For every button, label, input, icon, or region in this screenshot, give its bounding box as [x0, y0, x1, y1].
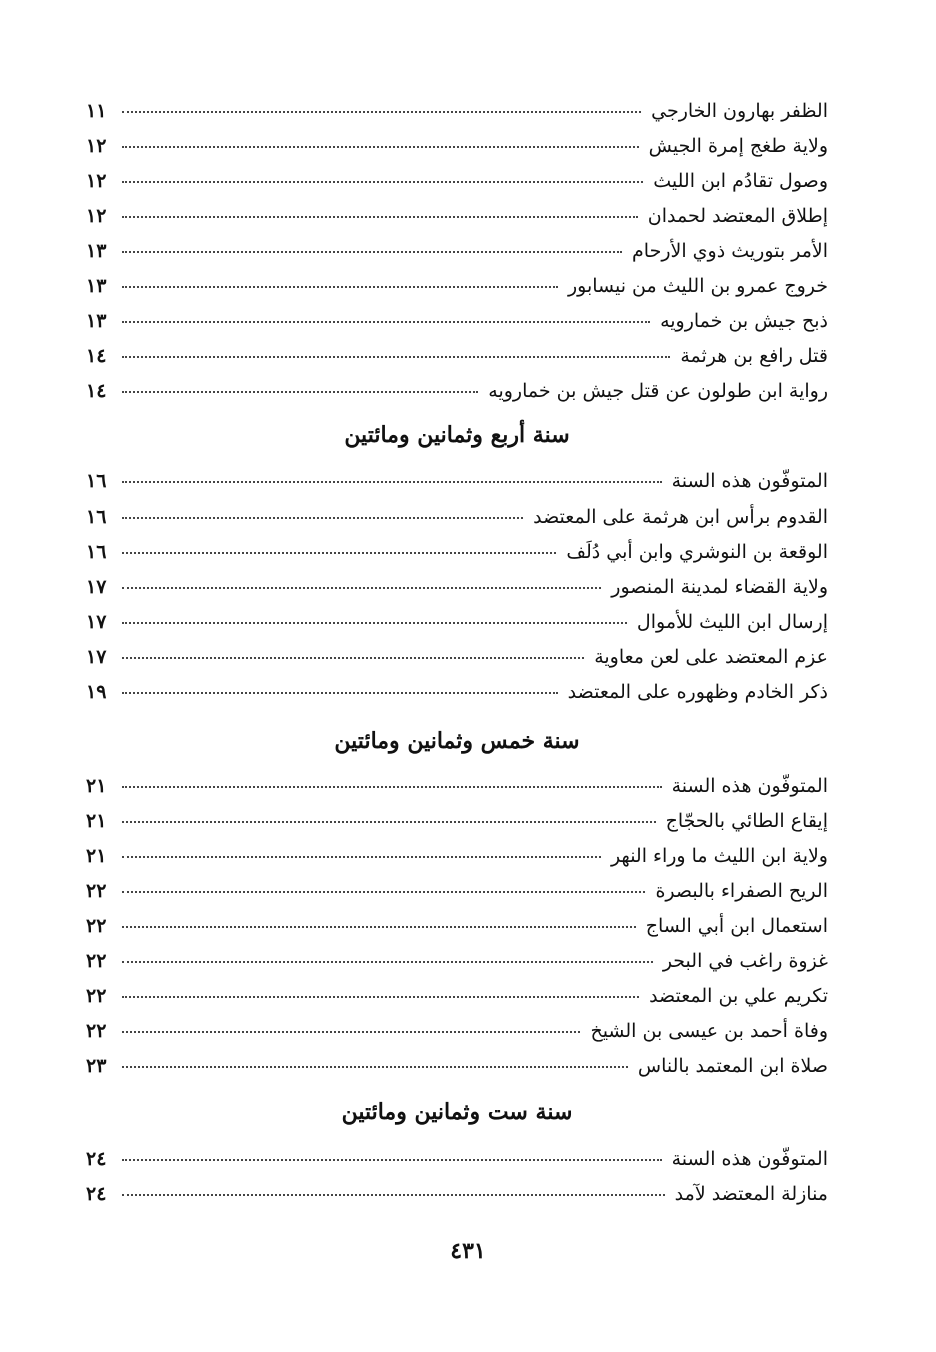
dot-leader: [122, 1066, 628, 1068]
entry-title: غزوة راغب في البحر: [662, 950, 828, 972]
section-heading: سنة ست وثمانين ومائتين: [341, 1099, 573, 1125]
dot-leader: [122, 251, 622, 253]
dot-leader: [122, 961, 653, 963]
entry-title: خروج عمرو بن الليث من نيسابور: [567, 275, 828, 297]
entry-page: ١٣: [86, 240, 107, 262]
entry-title: تكريم علي بن المعتضد: [649, 985, 828, 1007]
dot-leader: [122, 622, 627, 624]
dot-leader: [122, 111, 641, 113]
dot-leader: [122, 1031, 580, 1033]
toc-entry: [86, 973, 828, 1007]
entry-title: الريح الصفراء بالبصرة: [655, 880, 828, 902]
entry-title: رواية ابن طولون عن قتل جيش بن خمارويه: [488, 380, 828, 402]
toc-entry: [86, 158, 828, 192]
entry-page: ١٢: [86, 135, 107, 157]
entry-page: ٢١: [86, 775, 107, 797]
entry-page: ١٩: [86, 681, 107, 703]
toc-entry: [86, 903, 828, 937]
entry-title: ولاية طغج إمرة الجيش: [648, 135, 828, 157]
dot-leader: [122, 146, 639, 148]
dot-leader: [122, 587, 601, 589]
entry-page: ٢٢: [86, 1020, 107, 1042]
entry-title: ولاية القضاء لمدينة المنصور: [611, 576, 828, 598]
entry-page: ١٦: [86, 541, 107, 563]
dot-leader: [122, 481, 662, 483]
entry-title: المتوفّون هذه السنة: [671, 775, 828, 797]
entry-page: ١٢: [86, 205, 107, 227]
dot-leader: [122, 996, 639, 998]
entry-title: إرسال ابن الليث للأموال: [636, 611, 828, 633]
toc-entry: [86, 1043, 828, 1077]
toc-entry: [86, 123, 828, 157]
toc-entry: [86, 634, 828, 668]
entry-page: ١٤: [86, 380, 107, 402]
toc-entry: [86, 564, 828, 598]
entry-page: ٢٤: [86, 1183, 107, 1205]
dot-leader: [122, 517, 523, 519]
toc-entry: [86, 458, 828, 492]
entry-title: وفاة أحمد بن عيسى بن الشيخ: [590, 1020, 828, 1042]
entry-title: إطلاق المعتضد لحمدان: [647, 205, 828, 227]
entry-page: ٢١: [86, 810, 107, 832]
entry-title: الوقعة بن النوشري وابن أبي دُلَف: [566, 541, 828, 563]
entry-title: صلاة ابن المعتمد بالناس: [637, 1055, 828, 1077]
entry-page: ٢٢: [86, 880, 107, 902]
entry-title: الظفر بهارون الخارجي: [651, 100, 828, 122]
toc-entry: [86, 494, 828, 528]
entry-page: ١٣: [86, 310, 107, 332]
dot-leader: [122, 657, 584, 659]
page-number: ٤٣١: [450, 1238, 486, 1264]
dot-leader: [122, 891, 645, 893]
toc-entry: [86, 228, 828, 262]
entry-title: الأمر بتوريث ذوي الأرحام: [632, 240, 828, 262]
toc-entry: [86, 833, 828, 867]
entry-title: عزم المعتضد على لعن معاوية: [594, 646, 828, 668]
toc-entry: [86, 1136, 828, 1170]
toc-entry: [86, 368, 828, 402]
toc-entry: [86, 529, 828, 563]
dot-leader: [122, 1159, 662, 1161]
entry-title: المتوفّون هذه السنة: [671, 1148, 828, 1170]
section-heading: سنة أربع وثمانين ومائتين: [344, 422, 570, 448]
section-heading: سنة خمس وثمانين ومائتين: [334, 728, 580, 754]
dot-leader: [122, 821, 656, 823]
toc-entry: [86, 669, 828, 703]
dot-leader: [122, 216, 638, 218]
entry-page: ١٧: [86, 611, 107, 633]
entry-page: ١٧: [86, 576, 107, 598]
toc-entry: [86, 798, 828, 832]
entry-title: قتل رافع بن هرثمة: [680, 345, 828, 367]
entry-title: وصول تقادُم ابن الليث: [653, 170, 828, 192]
dot-leader: [122, 1194, 665, 1196]
toc-entry: [86, 1171, 828, 1205]
dot-leader: [122, 692, 558, 694]
toc-entry: [86, 1008, 828, 1042]
entry-page: ٢٢: [86, 985, 107, 1007]
entry-page: ١٣: [86, 275, 107, 297]
entry-title: ذبح جيش بن خمارويه: [660, 310, 828, 332]
toc-entry: [86, 298, 828, 332]
entry-title: استعمال ابن أبي الساج: [645, 915, 828, 937]
toc-entry: [86, 763, 828, 797]
entry-title: القدوم برأس ابن هرثمة على المعتضد: [533, 506, 828, 528]
entry-page: ٢٢: [86, 915, 107, 937]
dot-leader: [122, 391, 478, 393]
toc-entry: [86, 333, 828, 367]
entry-title: ولاية ابن الليث ما وراء النهر: [610, 845, 828, 867]
dot-leader: [122, 321, 650, 323]
entry-page: ١٢: [86, 170, 107, 192]
entry-page: ١٦: [86, 470, 107, 492]
toc-entry: [86, 263, 828, 297]
dot-leader: [122, 856, 601, 858]
dot-leader: [122, 286, 558, 288]
entry-title: منازلة المعتضد لآمد: [674, 1183, 828, 1205]
dot-leader: [122, 926, 636, 928]
entry-page: ٢١: [86, 845, 107, 867]
entry-title: المتوفّون هذه السنة: [671, 470, 828, 492]
entry-page: ١٦: [86, 506, 107, 528]
entry-page: ٢٣: [86, 1055, 107, 1077]
entry-title: ذكر الخادم وظهوره على المعتضد: [567, 681, 828, 703]
toc-entry: [86, 938, 828, 972]
entry-page: ١٧: [86, 646, 107, 668]
toc-entry: [86, 599, 828, 633]
dot-leader: [122, 181, 643, 183]
dot-leader: [122, 552, 556, 554]
dot-leader: [122, 356, 670, 358]
entry-page: ٢٤: [86, 1148, 107, 1170]
entry-page: ١١: [86, 100, 107, 122]
toc-entry: [86, 88, 828, 122]
entry-title: إيقاع الطائي بالحجّاج: [665, 810, 828, 832]
toc-entry: [86, 868, 828, 902]
entry-page: ٢٢: [86, 950, 107, 972]
dot-leader: [122, 786, 662, 788]
entry-page: ١٤: [86, 345, 107, 367]
toc-entry: [86, 193, 828, 227]
